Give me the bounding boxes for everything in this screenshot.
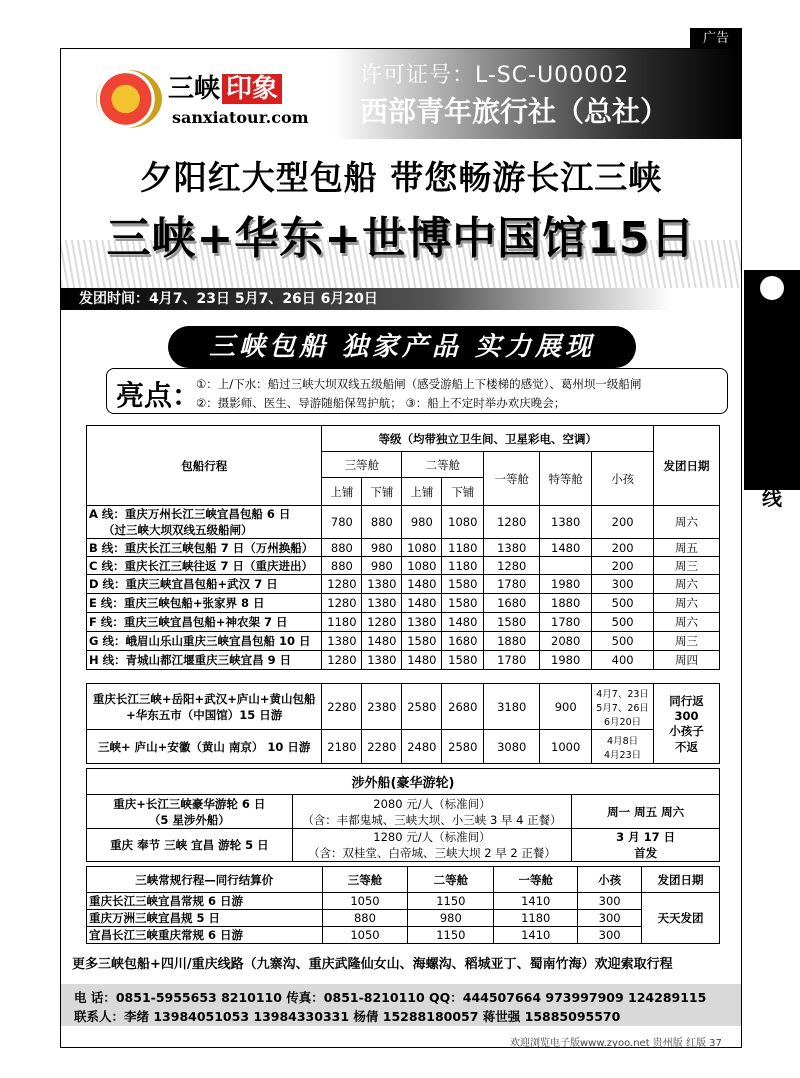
price-cell: 1180 — [442, 557, 484, 575]
highlight-item: ①：上/下水：船过三峡大坝双线五级船闸（感受游船上下楼梯的感觉）、葛州坝一级船闸 — [196, 377, 642, 391]
day-cell: 周六 — [654, 613, 720, 632]
price-cell: 1580 — [484, 613, 540, 632]
price-cell: 880 — [322, 557, 362, 575]
route-cell: E 线：重庆三峡包船+张家界 8 日 — [87, 594, 322, 613]
price-cell: 1380 — [540, 506, 592, 539]
price-cell: 1980 — [540, 651, 592, 670]
depart-cell: 天天发团 — [642, 893, 720, 944]
price-cell: 1380 — [362, 651, 402, 670]
price-cell: 1280 — [484, 506, 540, 539]
col-child: 小孩 — [592, 452, 654, 506]
table-row — [87, 539, 720, 557]
col-third-class: 三等舱 — [322, 452, 402, 478]
route-cell: 重庆长江三峡宜昌常规 6 日游 — [87, 893, 323, 910]
price-cell: 1980 — [540, 575, 592, 594]
price-cell: 1080 — [442, 506, 484, 539]
charter-price-table — [86, 425, 720, 670]
price-cell: 1780 — [484, 651, 540, 670]
price-cell: 1480 — [362, 632, 402, 651]
price-cell: 1410 — [494, 927, 578, 944]
day-cell: 周三 — [654, 557, 720, 575]
price-cell — [540, 557, 592, 575]
price-cell: 200 — [592, 506, 654, 539]
price-cell: 1280 元/人（标准间） （含：双桂堂、白帝城、三峡大坝 2 早 2 正餐） — [292, 829, 572, 862]
price-cell: 1780 — [484, 575, 540, 594]
col-lower: 下铺 — [442, 478, 484, 506]
price-cell: 1580 — [442, 594, 484, 613]
price-cell: 1480 — [540, 539, 592, 557]
price-cell: 1580 — [442, 575, 484, 594]
price-cell: 500 — [592, 613, 654, 632]
price-cell: 300 — [578, 927, 642, 944]
table-row — [87, 829, 720, 862]
price-cell: 900 — [540, 684, 592, 730]
price-cell: 1680 — [484, 594, 540, 613]
header-third: 三等舱 — [322, 867, 408, 893]
price-cell: 1380 — [362, 575, 402, 594]
price-cell: 1480 — [442, 613, 484, 632]
slogan-banner: 三峡包船 独家产品 实力展现 — [168, 326, 636, 368]
price-cell: 1880 — [540, 594, 592, 613]
depart-cell: 3 月 17 日 首发 — [572, 829, 720, 862]
price-cell: 980 — [402, 506, 442, 539]
price-cell: 1280 — [484, 557, 540, 575]
price-cell: 2380 — [362, 684, 402, 730]
price-cell: 1080 — [402, 557, 442, 575]
price-cell: 300 — [578, 910, 642, 927]
side-tab-label: 长 江 三 峡 重 庆 专 线 — [762, 318, 782, 510]
ad-tag: 广告 — [690, 28, 742, 50]
logo-url: sanxiatour.com — [172, 108, 309, 127]
header-route: 三峡常规行程—同行结算价 — [87, 867, 323, 893]
price-cell: 780 — [322, 506, 362, 539]
foreign-cruise-table — [86, 768, 720, 862]
price-cell: 1280 — [362, 613, 402, 632]
route-cell: C 线：重庆长江三峡往返 7 日（重庆进出） — [87, 557, 322, 575]
route-cell: F 线：重庆三峡宜昌包船+神农架 7 日 — [87, 613, 322, 632]
depart-header: 发团日期 — [654, 426, 720, 506]
pin-icon — [760, 276, 784, 300]
header-first: 一等舱 — [494, 867, 578, 893]
price-cell: 1780 — [540, 613, 592, 632]
route-cell: 重庆万洲三峡宜昌规 5 日 — [87, 910, 323, 927]
route-cell: G 线：峨眉山乐山重庆三峡宜昌包船 10 日 — [87, 632, 322, 651]
route-cell: B 线：重庆长江三峡包船 7 日（万州换船） — [87, 539, 322, 557]
table-row — [87, 557, 720, 575]
route-cell: H 线：青城山都江堰重庆三峡宜昌 9 日 — [87, 651, 322, 670]
dates-cell: 4月8日 4月23日 — [592, 730, 654, 764]
day-cell: 周四 — [654, 651, 720, 670]
route-cell: A 线：重庆万州长江三峡宜昌包船 6 日 （过三峡大坝双线五级船闸） — [87, 506, 322, 539]
price-cell: 3180 — [484, 684, 540, 730]
col-upper: 上铺 — [402, 478, 442, 506]
route-cell: D 线：重庆三峡宜昌包船+武汉 7 日 — [87, 575, 322, 594]
price-cell: 1380 — [484, 539, 540, 557]
price-cell: 1880 — [484, 632, 540, 651]
day-cell: 周三 — [654, 632, 720, 651]
price-cell: 500 — [592, 632, 654, 651]
more-routes-note: 更多三峡包船+四川/重庆线路（九寨沟、重庆武隆仙女山、海螺沟、稻城亚丁、蜀南竹海）欢迎索取行程 — [72, 957, 673, 972]
highlights-label: 亮点： — [116, 379, 201, 412]
price-cell: 2480 — [402, 730, 442, 764]
regular-route-table — [86, 866, 720, 944]
price-cell: 880 — [322, 910, 408, 927]
dates-cell: 4月7、23日 5月7、26日 6月20日 — [592, 684, 654, 730]
col-special-class: 特等舱 — [540, 452, 592, 506]
table-row — [87, 632, 720, 651]
col-first-class: 一等舱 — [484, 452, 540, 506]
route-cell: 重庆长江三峡+岳阳+武汉+庐山+黄山包船 +华东五市（中国馆）15 日游 — [87, 684, 322, 730]
price-cell: 1680 — [442, 632, 484, 651]
foreign-title: 涉外船(豪华游轮) — [87, 769, 720, 795]
price-cell: 2080 — [540, 632, 592, 651]
price-cell: 1380 — [402, 613, 442, 632]
table-row — [87, 506, 720, 539]
table-row — [87, 893, 720, 910]
table-row — [87, 613, 720, 632]
price-cell: 1380 — [322, 632, 362, 651]
price-cell: 2280 — [322, 684, 362, 730]
table-row — [87, 795, 720, 829]
price-cell: 1180 — [442, 539, 484, 557]
price-cell: 1080 — [402, 539, 442, 557]
price-cell: 2080 元/人（标准间） （含：丰都鬼城、三峡大坝、小三峡 3 早 4 正餐） — [292, 795, 572, 829]
day-cell: 周六 — [654, 594, 720, 613]
table-row — [87, 910, 720, 927]
price-cell: 200 — [592, 557, 654, 575]
price-cell: 980 — [362, 539, 402, 557]
price-cell: 1000 — [540, 730, 592, 764]
price-cell: 1280 — [322, 594, 362, 613]
col-lower: 下铺 — [362, 478, 402, 506]
table-row — [87, 594, 720, 613]
day-cell: 周五 — [654, 539, 720, 557]
header-second: 二等舱 — [408, 867, 494, 893]
price-cell: 1180 — [494, 910, 578, 927]
logo-text: 三峡 印象 — [168, 68, 282, 105]
price-cell: 200 — [592, 539, 654, 557]
price-cell: 300 — [592, 575, 654, 594]
table-row — [87, 684, 720, 730]
price-cell: 1050 — [322, 927, 408, 944]
headline-secondary: 三峡+华东+世博中国馆15日 — [106, 213, 696, 264]
page-credit: 欢迎浏览电子版www.zyoo.net 贵州版 红版 37 — [510, 1038, 722, 1049]
header-depart: 发团日期 — [642, 867, 720, 893]
price-cell: 1050 — [322, 893, 408, 910]
price-cell: 1280 — [322, 651, 362, 670]
table-row — [87, 651, 720, 670]
route-cell: 三峡+ 庐山+安徽（黄山 南京） 10 日游 — [87, 730, 322, 764]
price-cell: 980 — [408, 910, 494, 927]
price-cell: 2180 — [322, 730, 362, 764]
route-cell: 重庆+长江三峡豪华游轮 6 日 （5 星涉外船） — [87, 795, 293, 829]
route-cell: 重庆 奉节 三峡 宜昌 游轮 5 日 — [87, 829, 293, 862]
price-cell: 1280 — [322, 575, 362, 594]
route-cell: 宜昌长江三峡重庆常规 6 日游 — [87, 927, 323, 944]
price-cell: 1380 — [362, 594, 402, 613]
depart-cell: 周一 周五 周六 — [572, 795, 720, 829]
highlight-item: ②：摄影师、医生、导游随船保驾护航； ③：船上不定时举办欢庆晚会； — [196, 396, 566, 410]
price-cell: 1580 — [442, 651, 484, 670]
agency-name: 西部青年旅行社（总社） — [360, 95, 669, 128]
day-cell: 周六 — [654, 506, 720, 539]
price-cell: 880 — [362, 506, 402, 539]
price-cell: 1480 — [402, 651, 442, 670]
headline-primary: 夕阳红大型包船 带您畅游长江三峡 — [139, 158, 663, 197]
combo-tour-table — [86, 683, 720, 764]
table-row — [87, 730, 720, 764]
price-cell: 300 — [578, 893, 642, 910]
price-cell: 2280 — [362, 730, 402, 764]
table-row — [87, 575, 720, 594]
price-cell: 1150 — [408, 893, 494, 910]
price-cell: 3080 — [484, 730, 540, 764]
return-note-cell: 同行返 300 小孩子 不返 — [654, 684, 720, 764]
contact-persons: 联系人：李绪 13984051053 13984330331 杨倩 15288180057 蒋世强 15885095570 — [74, 1009, 621, 1024]
price-cell: 1580 — [402, 632, 442, 651]
price-cell: 880 — [322, 539, 362, 557]
header-child: 小孩 — [578, 867, 642, 893]
price-cell: 1480 — [402, 594, 442, 613]
license-number: 许可证号：L-SC-U00002 — [360, 63, 630, 88]
price-cell: 1180 — [322, 613, 362, 632]
price-cell: 2580 — [402, 684, 442, 730]
route-header: 包船行程 — [87, 426, 322, 506]
departure-dates: 发团时间：4月7、23日 5月7、26日 6月20日 — [61, 288, 741, 310]
logo-icon — [96, 70, 162, 128]
col-second-class: 二等舱 — [402, 452, 484, 478]
price-cell: 500 — [592, 594, 654, 613]
price-cell: 2580 — [442, 730, 484, 764]
col-upper: 上铺 — [322, 478, 362, 506]
price-cell: 1410 — [494, 893, 578, 910]
price-cell: 1480 — [402, 575, 442, 594]
price-cell: 2680 — [442, 684, 484, 730]
day-cell: 周六 — [654, 575, 720, 594]
grade-header: 等级（均带独立卫生间、卫星彩电、空调） — [322, 426, 654, 452]
price-cell: 980 — [362, 557, 402, 575]
table-row — [87, 927, 720, 944]
price-cell: 400 — [592, 651, 654, 670]
price-cell: 1150 — [408, 927, 494, 944]
contact-phone: 电 话：0851-5955653 8210110 传真：0851-8210110 QQ：444507664 973997909 124289115 — [74, 990, 707, 1005]
